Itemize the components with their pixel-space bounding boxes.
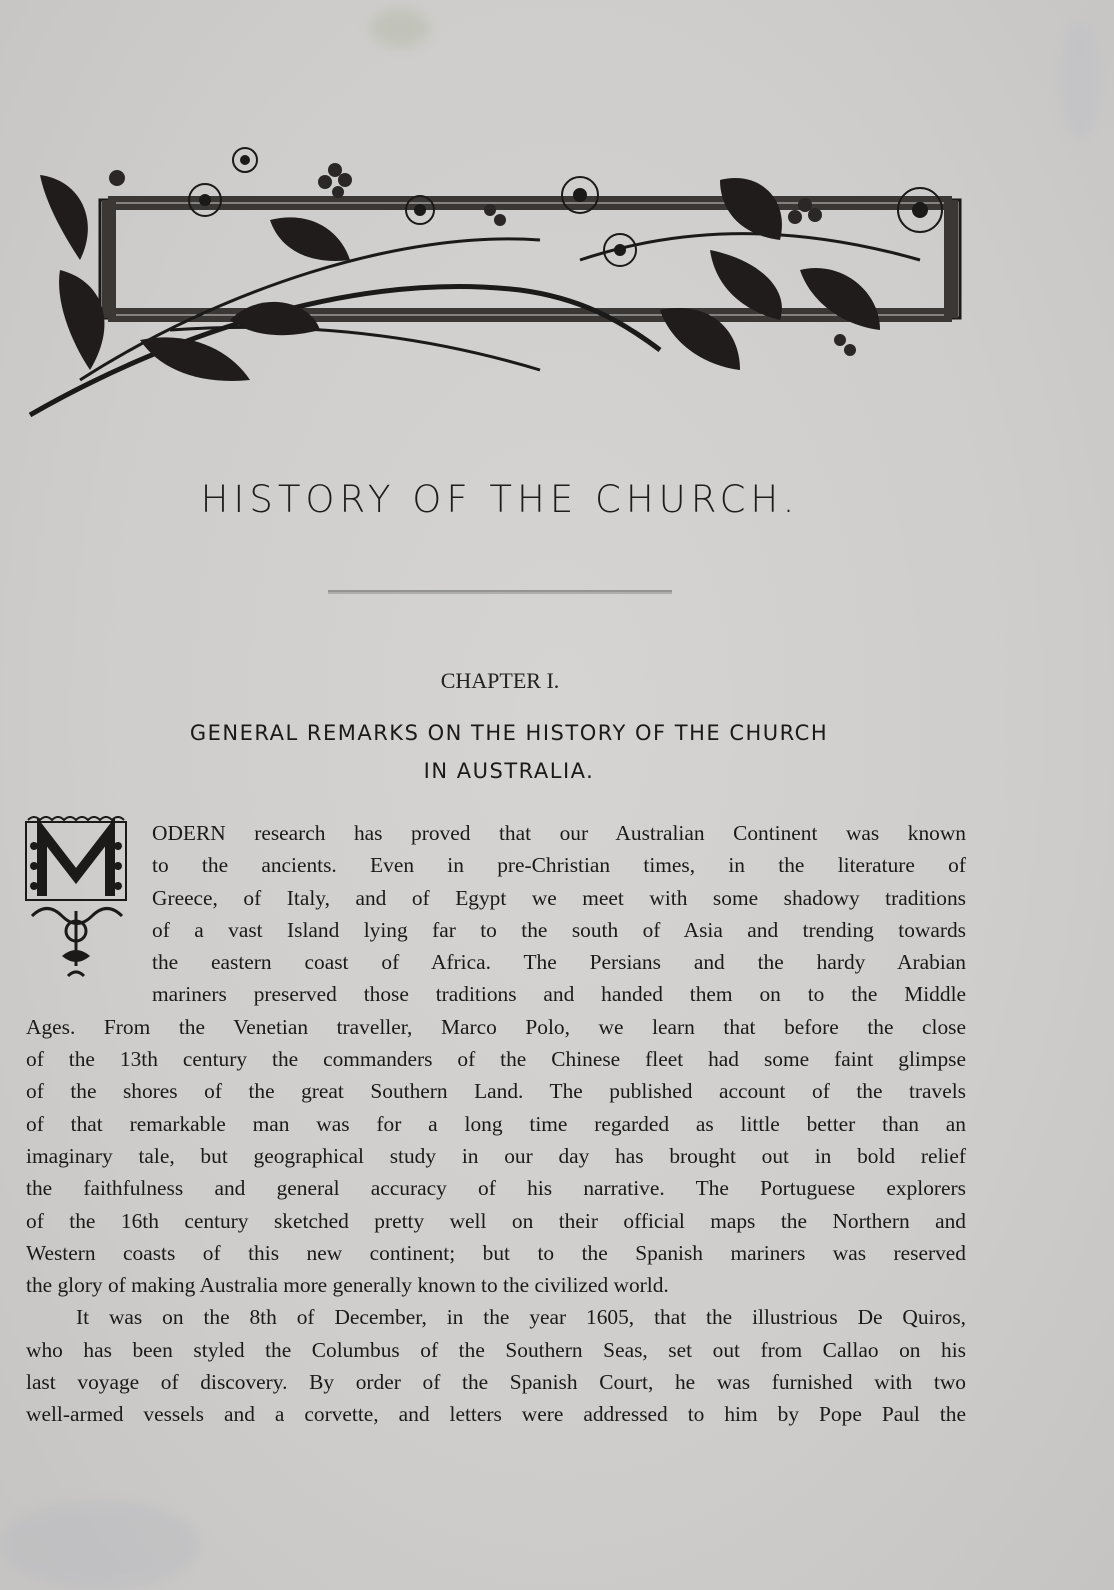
paper-stain — [0, 1500, 200, 1590]
text-line: the glory of making Australia more generally known to the civilized world. — [26, 1273, 669, 1298]
text-line: Ages. From the Venetian traveller, Marco Polo, we learn that before the close — [26, 1014, 966, 1039]
text-line: of that remarkable man was for a long time regarded as little better than an — [26, 1111, 966, 1136]
text-line: to the ancients. Even in pre-Christian times, in the literature of — [152, 853, 966, 878]
floral-header-ornament-icon — [20, 140, 980, 425]
text-line: of the 13th century the commanders of the Chinese fleet had some faint glimpse — [26, 1047, 966, 1072]
chapter-subtitle-line: GENERAL REMARKS ON THE HISTORY OF THE CHURCH — [189, 721, 829, 745]
text-line: of a vast Island lying far to the south of Asia and trending towards — [152, 917, 966, 942]
chapter-subtitle-line: IN AUSTRALIA. — [423, 759, 595, 783]
paper-stain — [370, 8, 430, 48]
text-line: of the 16th century sketched pretty well on their official maps the Northern and — [26, 1208, 966, 1233]
text-line: who has been styled the Columbus of the Southern Seas, set out from Callao on his — [26, 1337, 966, 1362]
text-line: the faithfulness and general accuracy of his narrative. The Portuguese explorers — [26, 1176, 966, 1201]
body-text — [26, 817, 966, 1431]
text-line: It was on the 8th of December, in the year 1605, that the illustrious De Quiros, — [76, 1305, 966, 1330]
text-line: well-armed vessels and a corvette, and letters were addressed to him by Pope Paul the — [26, 1402, 966, 1427]
text-line: Greece, of Italy, and of Egypt we meet with some shadowy traditions — [152, 885, 966, 910]
text-line: ODERN research has proved that our Australian Continent was known — [152, 821, 966, 845]
text-line: of the shores of the great Southern Land. The published account of the travels — [26, 1079, 966, 1104]
text-line: the eastern coast of Africa. The Persians and the hardy Arabian — [152, 950, 966, 975]
text-line: Western coasts of this new continent; but to the Spanish mariners was reserved — [26, 1240, 966, 1265]
text-line: mariners preserved those traditions and handed them on to the Middle — [152, 982, 966, 1007]
chapter-subtitle — [40, 714, 978, 790]
text-line: last voyage of discovery. By order of the Spanish Court, he was furnished with two — [26, 1370, 966, 1395]
title-divider — [328, 590, 672, 594]
paper-stain — [1060, 20, 1100, 140]
text-line: imaginary tale, but geographical study in our day has brought out in bold relief — [26, 1143, 966, 1168]
chapter-heading: CHAPTER I. — [440, 668, 560, 693]
page-title: HISTORY OF THE CHURCH. — [200, 478, 800, 521]
